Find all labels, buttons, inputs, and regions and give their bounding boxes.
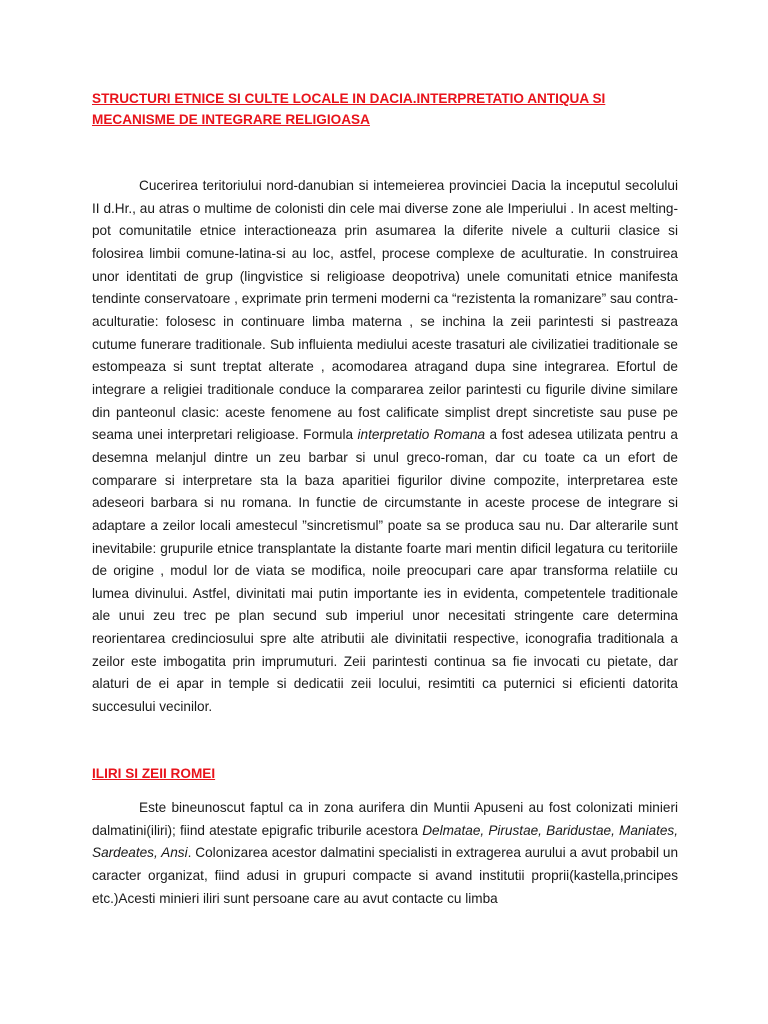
- iliri-paragraph: [92, 797, 678, 910]
- iliri-paragraph-text-1: Este bineunoscut faptul ca in zona aurifera din Muntii Apuseni au fost colonizati minieri dalmatini(iliri); fiind atestate epigrafic triburile acestora: [92, 800, 678, 838]
- intro-paragraph-italic-term: interpretatio Romana: [357, 427, 486, 443]
- iliri-paragraph-italic-tribes: Delmatae, Pirustae, Baridustae, Maniates, Sardeates, Ansi: [92, 822, 678, 861]
- intro-paragraph-text-2: a fost adesea utilizata pentru a desemna melanjul dintre un zeu barbar si unul greco-roman, dar cu toate ca un efort de comparare si interpretare sta la baza aparitiei figurilor divine compozite, interpretarea este adeseori barbara si nu romana. In functie de circumstante in aceste procese de integrare si adaptare a zeilor locali amestecul ”sincretismul” poate sa se produca sau nu. Dar alterarile sunt inevitabile: grupurile etnice transplantate la distante foarte mari mentin dificil legatura cu teritoriile de origine , modul lor de viata se modifica, noile preocupari care apar transforma relatiile cu lumea divinului. Astfel, divinitati mai putin importante ies in evidenta, competentele traditionale ale unui zeu trec pe plan secund sub imperiul unor necesitati stringente care determina reorientarea credinciosului spre alte atributii ale divinitatii respective, iconografia traditionala a zeilor este imbogatita prin imprumuturi. Zeii parintesti continua sa fie invocati cu pietate, dar alaturi de ei apar in temple si dedicatii zeii locului, resimtiti ca puternici si eficienti datorita succesului vecinilor.: [92, 427, 678, 715]
- intro-paragraph-text-1: Cucerirea teritoriului nord-danubian si intemeierea provinciei Dacia la inceputul secolului II d.Hr., au atras o multime de colonisti din cele mai diverse zone ale Imperiului . In acest melting-pot comunitatile etnice interactioneaza prin asumarea la diferite nivele a culturii clasice si folosirea limbii comune-latina-si au loc, astfel, procese complexe de aculturatie. In construirea unor identitati de grup (lingvistice si religioase deopotriva) unele comunitati etnice manifesta tendinte conservatoare , exprimate prin termeni moderni ca “rezistenta la romanizare” sau contra-aculturatie: folosesc in continuare limba materna , se inchina la zeii parintesti si pastreaza cutume funerare traditionale. Sub influienta mediului aceste trasaturi ale civilizatiei traditionale se estompeaza si sunt treptat alterate , acomodarea atragand dupa sine integrarea. Efortul de integrare a religiei traditionale conduce la compararea zeilor parintesti cu figurile divine similare din panteonul clasic: aceste fenomene au fost calificate simplist drept sincretiste sau puse pe seama unei interpretari religioase. Formula: [92, 178, 678, 443]
- document-title: STRUCTURI ETNICE SI CULTE LOCALE IN DACIA.INTERPRETATIO ANTIQUA SI MECANISME DE INTEGRARE RELIGIOASA: [92, 91, 606, 127]
- iliri-paragraph-text-2: . Colonizarea acestor dalmatini specialisti in extragerea aurului a avut probabil un caracter organizat, fiind adusi in grupuri compacte si avand institutii proprii(kastella,principes etc.)Acesti minieri iliri sunt persoane care au avut contacte cu limba: [92, 845, 679, 906]
- section-heading-iliri: ILIRI SI ZEII ROMEI: [92, 766, 216, 781]
- intro-paragraph: [92, 175, 678, 719]
